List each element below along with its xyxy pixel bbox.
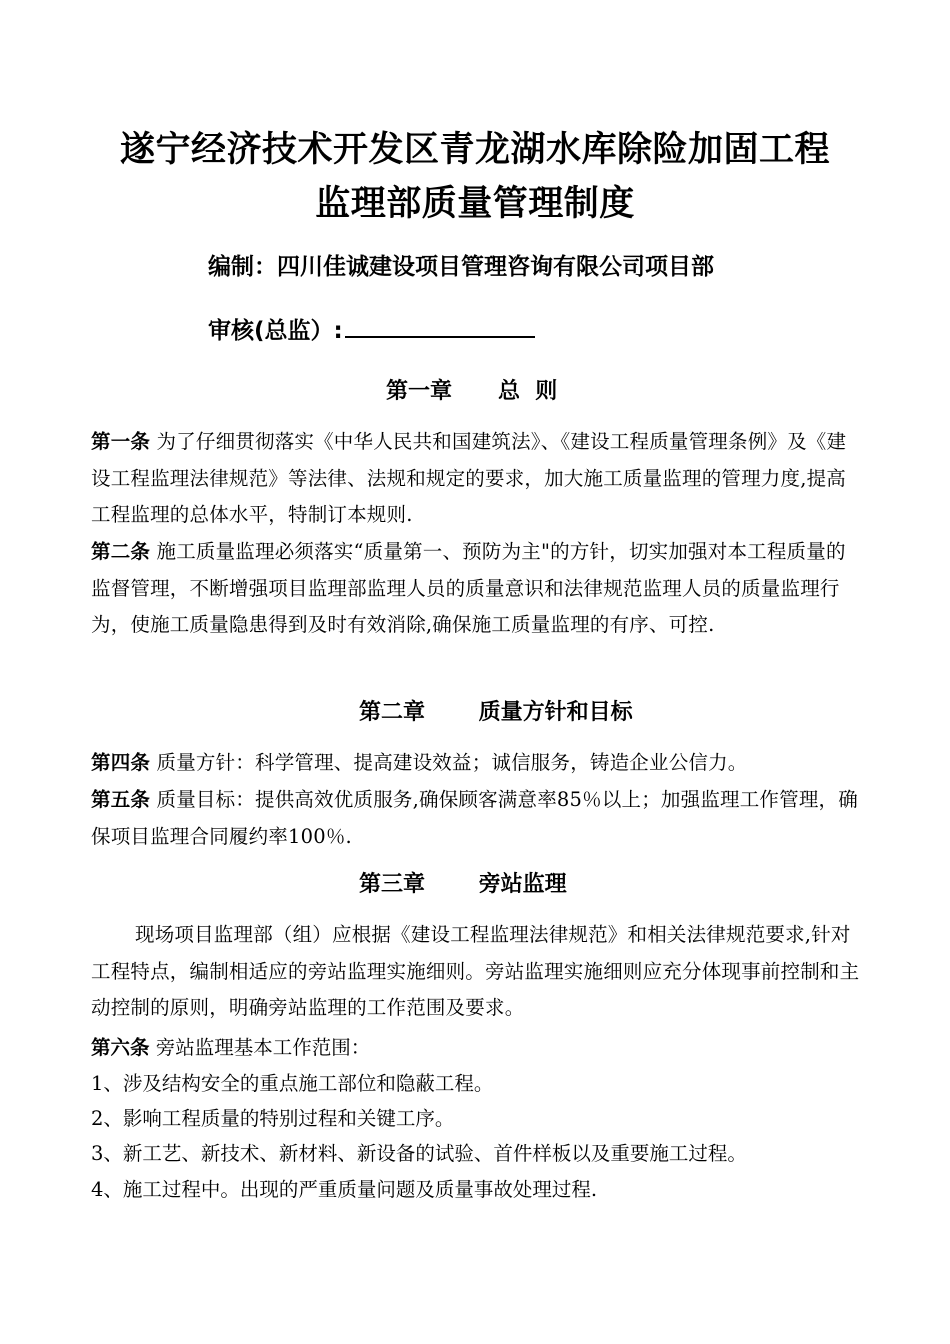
article-5 — [91, 782, 861, 855]
article-4-label: 第四条 — [91, 751, 151, 774]
compiler-line: 编制：四川佳诚建设项目管理咨询有限公司项目部 — [208, 254, 714, 280]
document-title-line1: 遂宁经济技术开发区青龙湖水库除险加固工程 — [119, 130, 830, 170]
article-2-text: 施工质量监理必须落实“质量第一、预防为主"的方针，切实加强对本工程质量的监督管理，不断增强项目监理部监理人员的质量意识和法律规范监理人员的质量监理行为，使施工质量隐患得到及时有效消除,确保施工质量监理的有序、可控. — [91, 540, 846, 636]
reviewer-line — [208, 314, 535, 347]
article-2 — [91, 534, 861, 644]
article-6-text: 旁站监理基本工作范围： — [149, 1036, 371, 1059]
article-1-label: 第一条 — [91, 430, 151, 453]
reviewer-signature-blank — [345, 314, 535, 338]
chapter-1-heading: 第一章 总 则 — [386, 379, 558, 404]
article-4 — [91, 745, 861, 782]
article-1 — [91, 424, 861, 534]
article-5-label: 第五条 — [91, 788, 151, 811]
document-title-line2: 监理部质量管理制度 — [315, 184, 635, 224]
article-5-text: 质量目标：提供高效优质服务,确保顾客满意率85％以上；加强监理工作管理，确保项目监理合同履约率100％. — [91, 788, 858, 848]
article-6 — [91, 1031, 370, 1065]
article-4-text: 质量方针：科学管理、提高建设效益；诚信服务，铸造企业公信力。 — [150, 751, 748, 774]
chapter-3-heading: 第三章 旁站监理 — [359, 872, 567, 897]
chapter-3-intro: 现场项目监理部（组）应根据《建设工程监理法律规范》和相关法律规范要求,针对工程特点，编制相适应的旁站监理实施细则。旁站监理实施细则应充分体现事前控制和主动控制的原则，明确旁站监理的工作范围及要求。 — [91, 923, 860, 1019]
list-item: 2、影响工程质量的特别过程和关键工序。 — [91, 1107, 455, 1130]
list-item: 3、新工艺、新技术、新材料、新设备的试验、首件样板以及重要施工过程。 — [91, 1142, 747, 1165]
list-item: 4、施工过程中。出现的严重质量问题及质量事故处理过程. — [91, 1178, 598, 1201]
reviewer-label: 审核(总监）: — [208, 318, 343, 344]
article-1-text: 为了仔细贯彻落实《中华人民共和国建筑法》、《建设工程质量管理条例》及《建设工程监理法律规范》等法律、法规和规定的要求，加大施工质量监理的管理力度,提高工程监理的总体水平，特制订本规则. — [91, 430, 847, 526]
article-2-label: 第二条 — [91, 540, 151, 563]
article-6-label: 第六条 — [91, 1036, 150, 1059]
chapter-2-heading: 第二章 质量方针和目标 — [359, 700, 633, 725]
list-item: 1、涉及结构安全的重点施工部位和隐蔽工程。 — [91, 1072, 494, 1095]
